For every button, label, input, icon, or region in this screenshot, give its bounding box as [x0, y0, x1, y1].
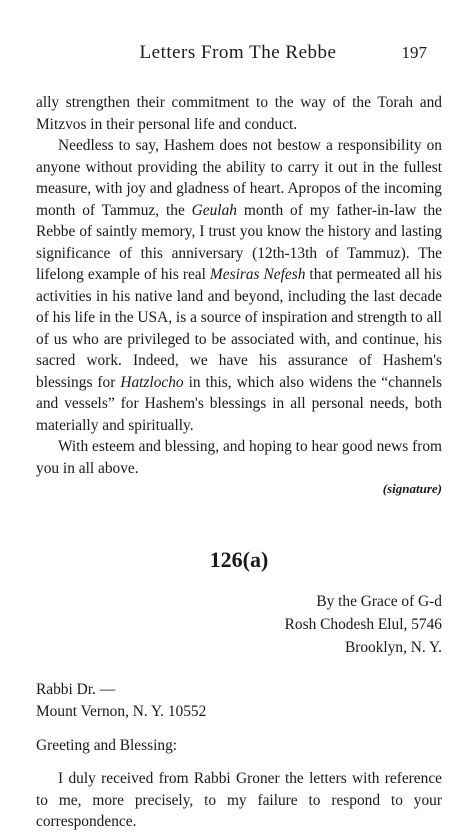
- text-segment: in this, which also widens the “channels and vessels” for Hashem's blessings in all personal needs, both materially and spiritually.: [36, 373, 442, 434]
- dateline: [36, 590, 442, 659]
- paragraph-tammuz: [36, 135, 442, 436]
- recipient-line: Mount Vernon, N. Y. 10552: [36, 703, 207, 720]
- letter-number: 126(a): [209, 547, 269, 572]
- dateline-line: Brooklyn, N. Y.: [344, 639, 442, 656]
- running-header: [0, 42, 476, 68]
- italic-term-geulah: Geulah: [191, 201, 237, 219]
- italic-term-hatzlocho: Hatzlocho: [120, 373, 184, 391]
- dateline-line: By the Grace of G-d: [316, 593, 442, 610]
- page-body: [36, 92, 442, 833]
- paragraph-closing: With esteem and blessing, and hoping to hear good news from you in all above.: [36, 438, 442, 477]
- text-segment: that permeated all his activities in his native land and beyond, including the last decade of his life in the USA, is a source of inspiration and strength to all of us who are privileged to be associated with, and continue, his sacred work. Indeed, we have his assurance of Hashem's blessings for: [36, 266, 442, 391]
- paragraph-continued: ally strengthen their commitment to the way of the Torah and Mitzvos in their personal life and conduct.: [36, 94, 442, 133]
- text-segment: Needless to say, Hashem does not bestow a responsibility on anyone without providing the ability to carry it out in the fullest measure, with joy and gladness of heart. Apropos of the incoming month of Tammuz, the: [36, 137, 442, 219]
- recipient-address: [36, 679, 442, 723]
- recipient-line: Rabbi Dr. —: [36, 681, 116, 698]
- text-segment: month of my father-in-law the Rebbe of saintly memory, I trust you know the history and lasting significance of this anniversary (12th-13th of Tammuz). The lifelong example of his real: [36, 201, 442, 283]
- page-number: 197: [401, 43, 427, 62]
- dateline-line: Rosh Chodesh Elul, 5746: [284, 616, 442, 633]
- italic-term-mesiras-nefesh: Mesiras Nefesh: [209, 266, 306, 283]
- running-title: Letters From The Rebbe: [139, 42, 337, 63]
- greeting: Greeting and Blessing:: [36, 737, 178, 754]
- paragraph-letter-body: I duly received from Rabbi Groner the letters with reference to me, more precisely, to my failure to respond to your correspondence.: [36, 770, 442, 830]
- signature: (signature): [382, 481, 442, 496]
